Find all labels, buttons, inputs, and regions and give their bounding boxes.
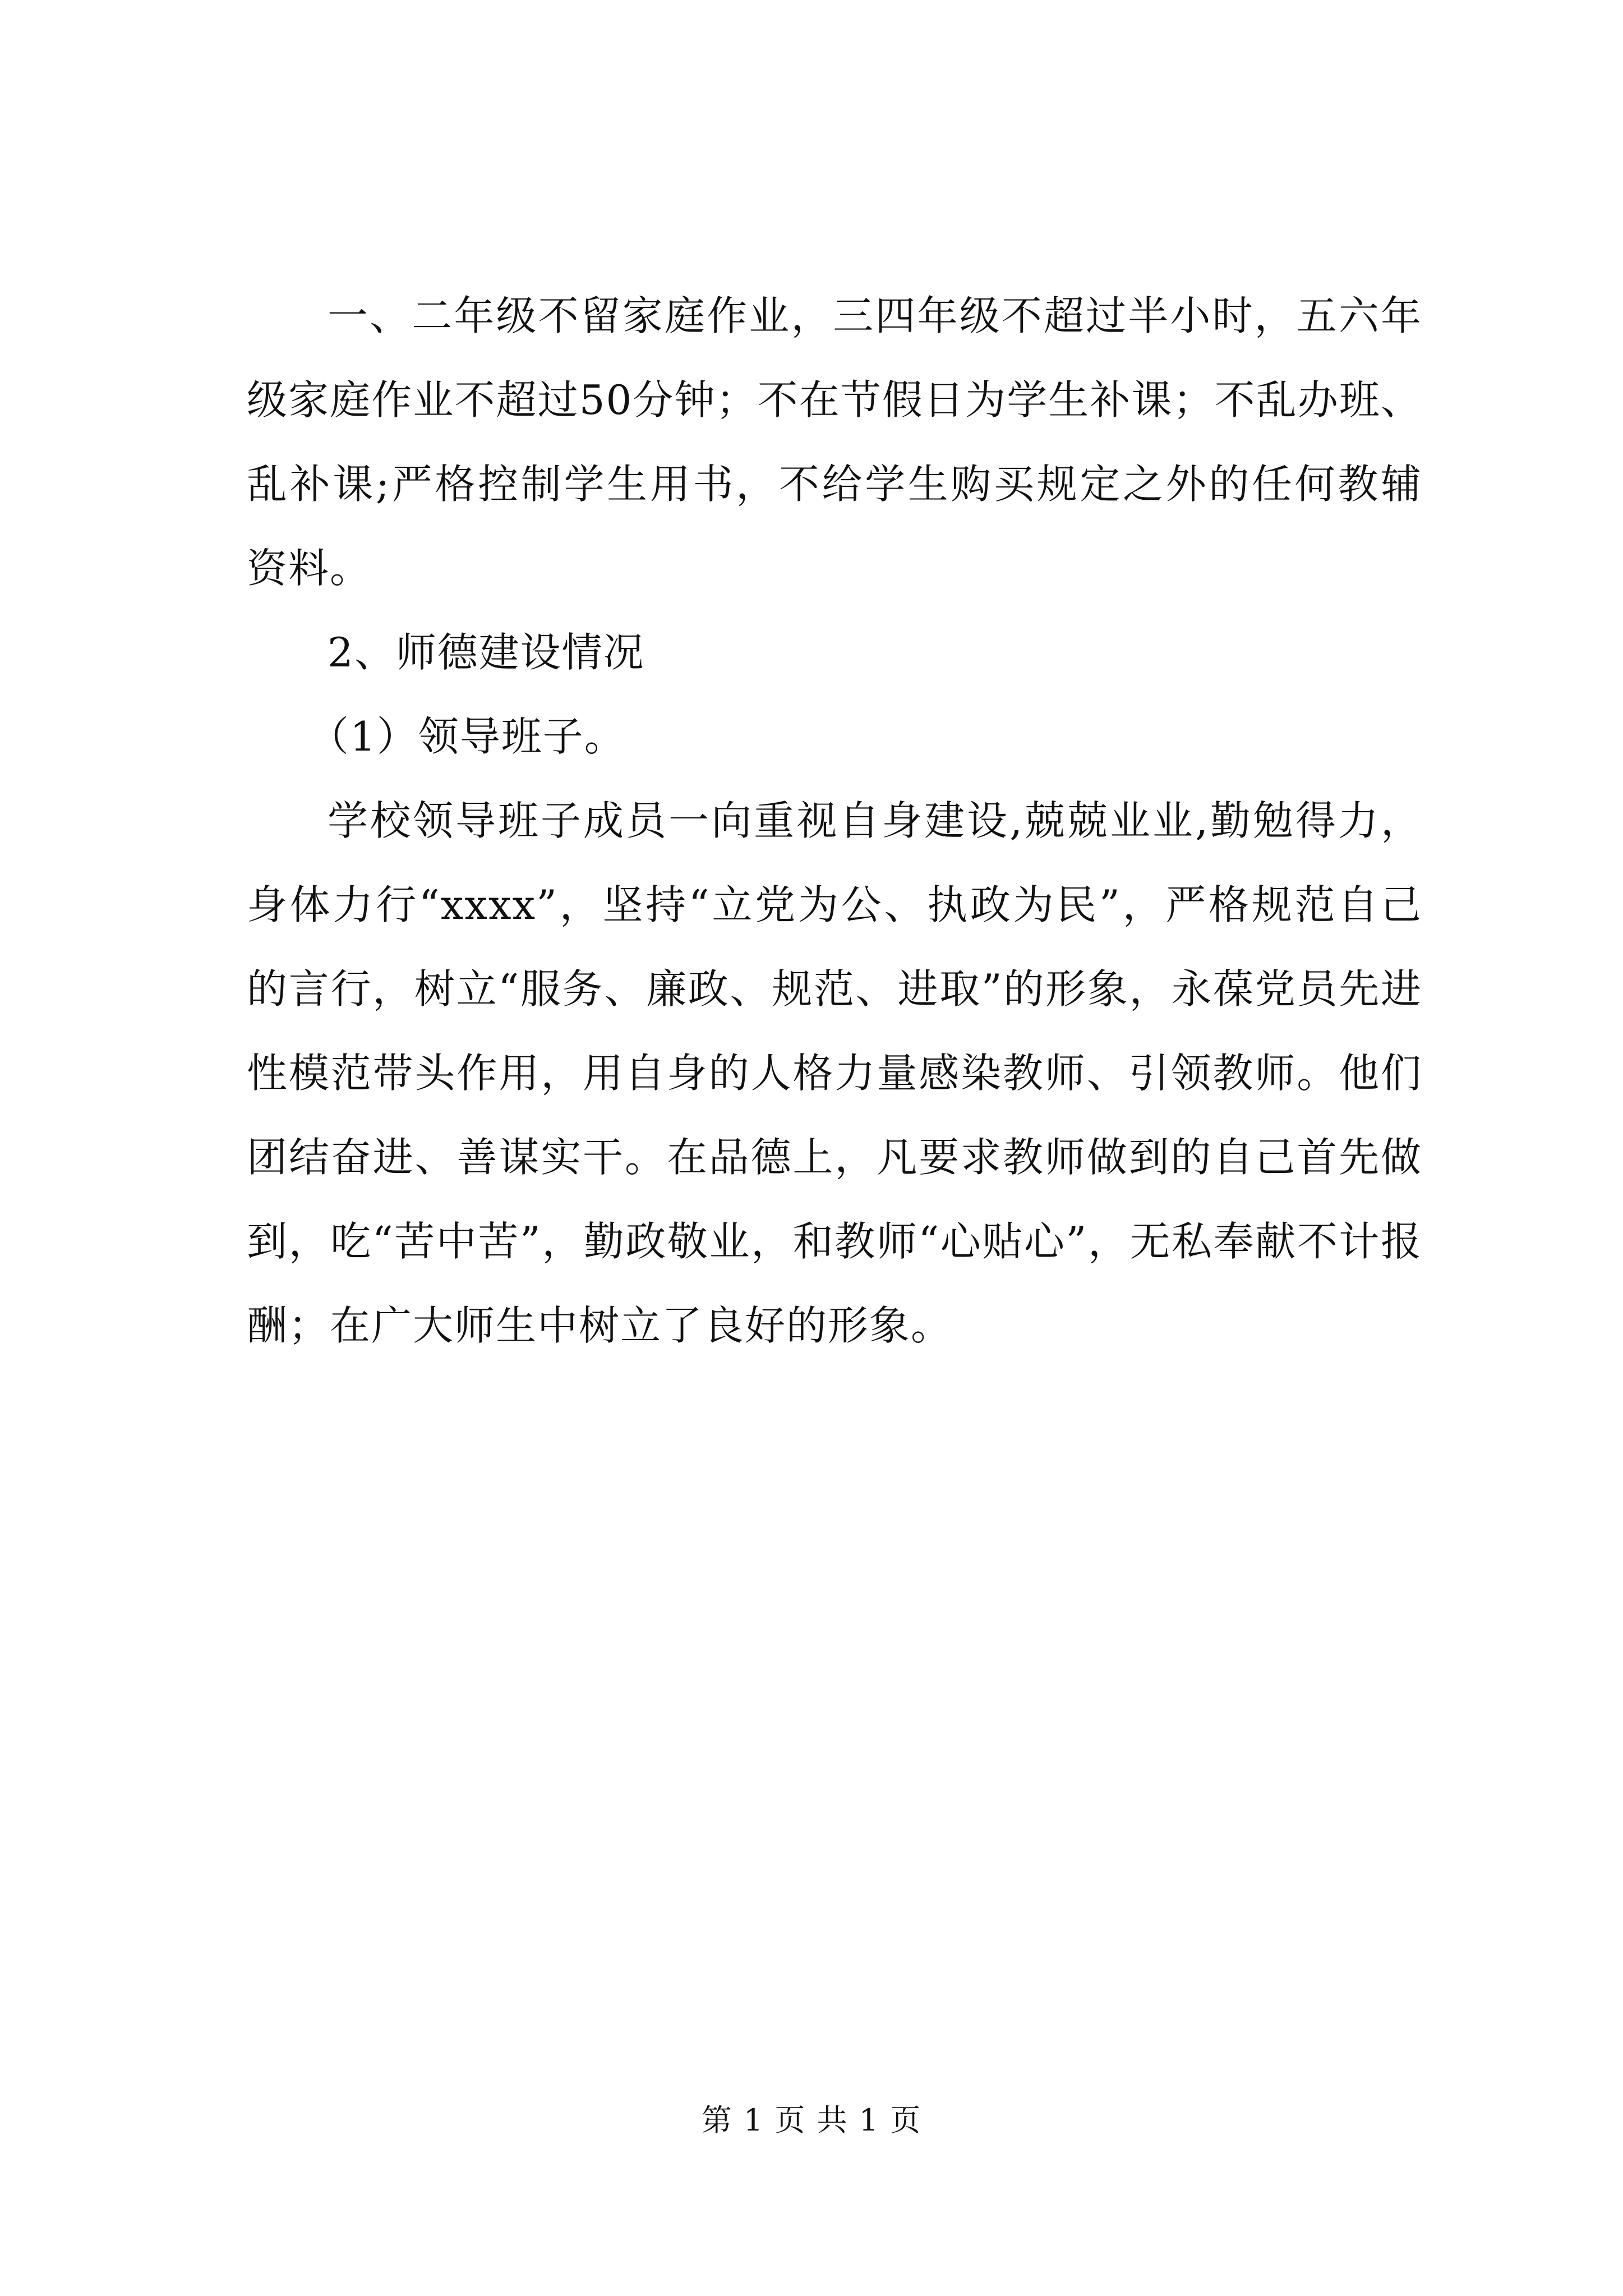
paragraph-leadership: 学校领导班子成员一向重视自身建设,兢兢业业,勤勉得力，身体力行“xxxx”，坚持“立党为公、执政为民”，严格规范自己的言行，树立“服务、廉政、规范、进取”的形象，永葆党员先进性模范带头作用，用自身的人格力量感染教师、引领教师。他们团结奋进、善谋实干。在品德上，凡要求教师做到的自己首先做到，吃“苦中苦”，勤政敬业，和教师“心贴心”，无私奉献不计报酬；在广大师生中树立了良好的形象。 (247, 797, 1422, 1349)
page-footer: 第 1 页 共 1 页 (701, 2102, 922, 2138)
paragraph-homework-rules: 一、二年级不留家庭作业，三四年级不超过半小时，五六年级家庭作业不超过50分钟；不在节假日为学生补课；不乱办班、乱补课;严格控制学生用书，不给学生购买规定之外的任何教辅资料。 (247, 292, 1422, 592)
section-heading-teacher-ethics: 2、师德建设情况 (328, 629, 645, 676)
document-body (247, 274, 1422, 1368)
subheading-leadership: （1）领导班子。 (308, 713, 626, 760)
